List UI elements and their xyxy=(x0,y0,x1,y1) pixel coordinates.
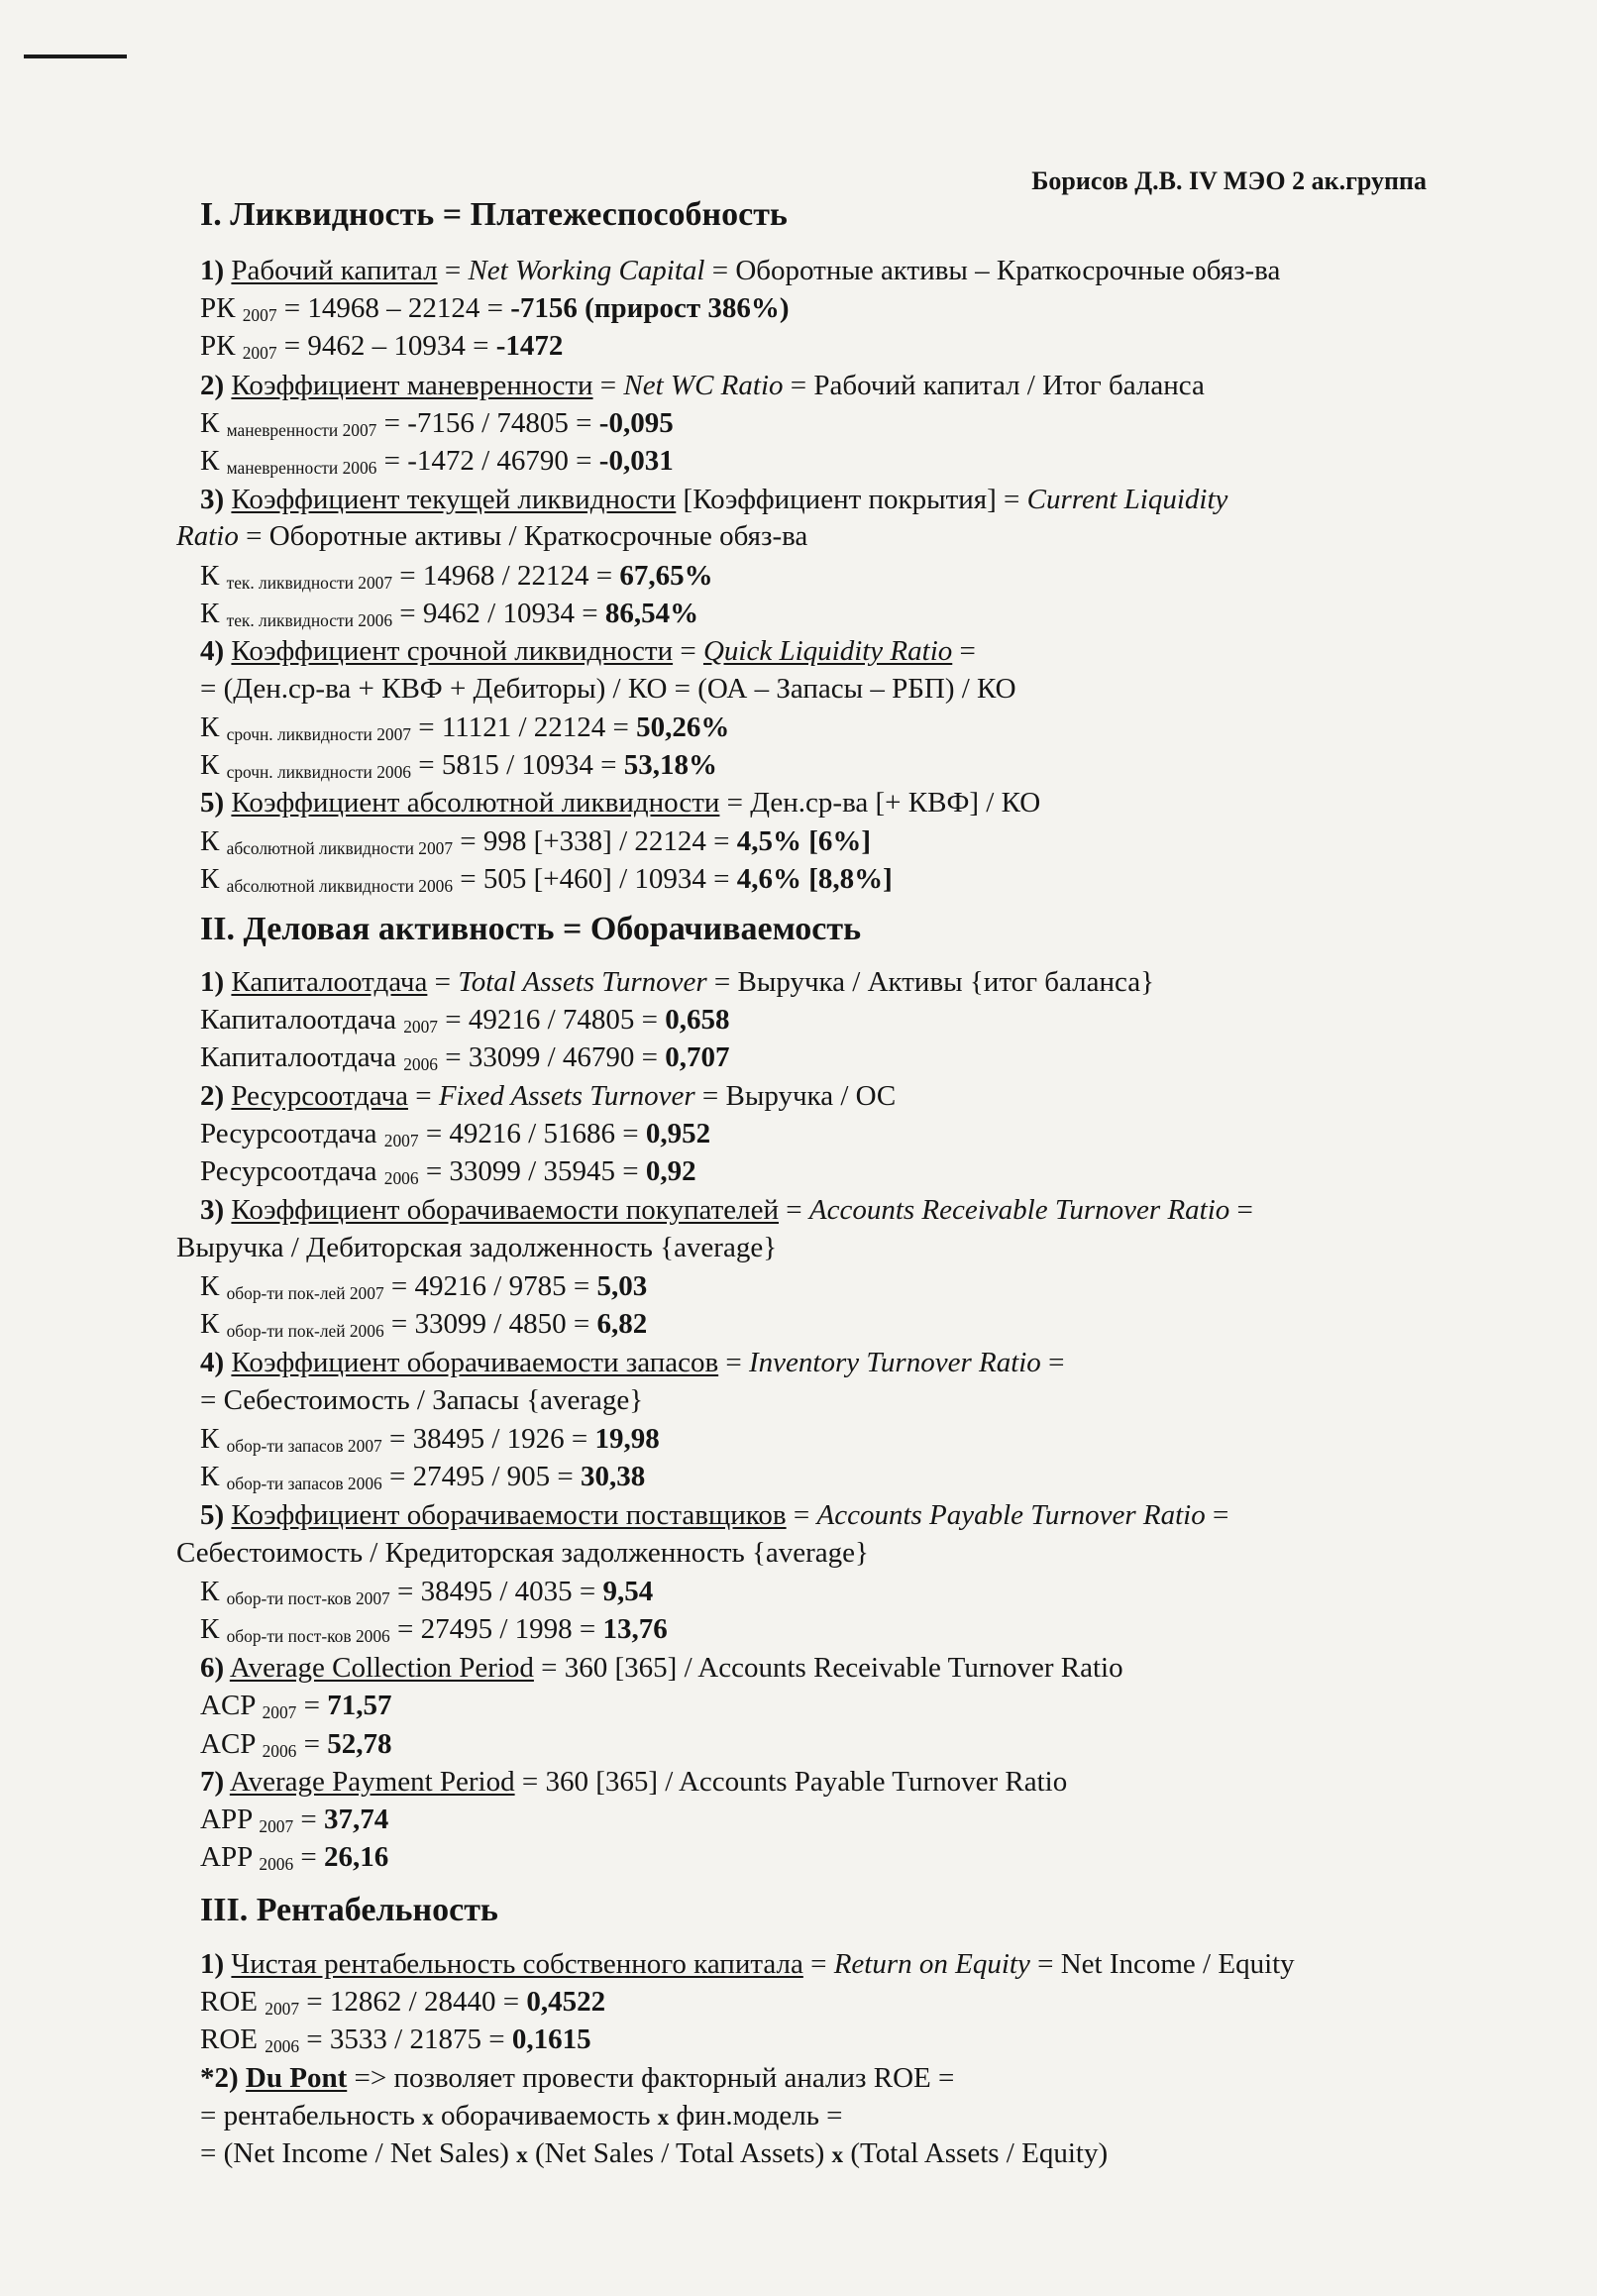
item-name: Чистая рентабельность собственного капитала xyxy=(231,1948,803,1980)
section-title-profitability: III. Рентабельность xyxy=(200,1892,498,1928)
item-name: Коэффициент оборачиваемости запасов xyxy=(231,1347,719,1378)
item-header: 4) Коэффициент оборачиваемости запасов = Inventory Turnover Ratio = xyxy=(200,1347,1065,1378)
item-header: 2) Ресурсоотдача = Fixed Assets Turnover = Выручка / ОС xyxy=(200,1080,897,1112)
item-header: 1) Рабочий капитал = Net Working Capital = Оборотные активы – Краткосрочные обяз-ва xyxy=(200,255,1281,286)
calc-line: К $_{абсолютной ликвидности 2006}$ = 505 [+460] / 10934 = 4,6% [8,8%] xyxy=(200,863,893,896)
calc-line: К $_{срочн. ликвидности 2007}$ = 11121 / 22124 = 50,26% xyxy=(200,711,730,744)
item-header: 4) Коэффициент срочной ликвидности = Quick Liquidity Ratio = xyxy=(200,635,976,667)
item-header: 2) Коэффициент маневренности = Net WC Ratio = Рабочий капитал / Итог баланса xyxy=(200,370,1205,401)
calc-line: К $_{маневренности 2007}$ = -7156 / 74805 = -0,095 xyxy=(200,407,674,440)
item-name: Коэффициент абсолютной ликвидности xyxy=(231,787,720,819)
calc-line: К $_{обор-ти запасов 2006}$ = 27495 / 905 = 30,38 xyxy=(200,1461,646,1493)
item-name: Average Collection Period xyxy=(229,1652,534,1684)
calc-line: К $_{маневренности 2006}$ = -1472 / 46790 = -0,031 xyxy=(200,445,674,478)
item-name: Коэффициент оборачиваемости покупателей xyxy=(231,1194,779,1226)
item-name: Average Payment Period xyxy=(229,1766,515,1798)
calc-line: РК $_{2007}$ = 14968 – 22124 = -7156 (прирост 386%) xyxy=(200,292,790,325)
item-header: 7) Average Payment Period = 360 [365] / Accounts Payable Turnover Ratio xyxy=(200,1766,1068,1798)
calc-line: ROE $_{2007}$ = 12862 / 28440 = 0,4522 xyxy=(200,1986,606,2019)
calc-line: Капиталоотдача $_{2007}$ = 49216 / 74805 = 0,658 xyxy=(200,1004,730,1037)
calc-line: К $_{обор-ти пок-лей 2007}$ = 49216 / 9785 = 5,03 xyxy=(200,1270,648,1303)
item-header: 1) Капиталоотдача = Total Assets Turnover = Выручка / Активы {итог баланса} xyxy=(200,966,1155,998)
item-name: Коэффициент оборачиваемости поставщиков xyxy=(231,1499,787,1531)
item-header: 1) Чистая рентабельность собственного капитала = Return on Equity = Net Income / Equity xyxy=(200,1948,1295,1980)
dupont-header: *2) Du Pont => позволяет провести факторный анализ ROE = xyxy=(200,2062,955,2094)
item-header-continuation: = (Ден.ср-ва + КВФ + Дебиторы) / КО = (ОА – Запасы – РБП) / КО xyxy=(200,673,1016,705)
calc-line: APP $_{2007}$ = 37,74 xyxy=(200,1804,389,1836)
calc-line: К $_{обор-ти запасов 2007}$ = 38495 / 1926 = 19,98 xyxy=(200,1423,660,1456)
item-name: Коэффициент срочной ликвидности xyxy=(231,635,674,667)
item-name: Du Pont xyxy=(245,2062,348,2094)
calc-line: ACP $_{2006}$ = 52,78 xyxy=(200,1728,392,1761)
item-header-continuation: = Себестоимость / Запасы {average} xyxy=(200,1384,644,1416)
section-title-activity: II. Деловая активность = Оборачиваемость xyxy=(200,911,862,947)
item-header: 3) Коэффициент оборачиваемости покупателей = Accounts Receivable Turnover Ratio = xyxy=(200,1194,1253,1226)
calc-line: К $_{обор-ти пост-ков 2006}$ = 27495 / 1998 = 13,76 xyxy=(200,1613,668,1646)
item-header: 5) Коэффициент абсолютной ликвидности = Ден.ср-ва [+ КВФ] / КО xyxy=(200,787,1041,819)
calc-line: РК $_{2007}$ = 9462 – 10934 = -1472 xyxy=(200,330,564,363)
dupont-line-3: = (Net Income / Net Sales) x (Net Sales / Total Assets) x (Total Assets / Equity) xyxy=(200,2137,1109,2169)
item-header: 5) Коэффициент оборачиваемости поставщиков = Accounts Payable Turnover Ratio = xyxy=(200,1499,1229,1531)
item-header: 6) Average Collection Period = 360 [365] / Accounts Receivable Turnover Ratio xyxy=(200,1652,1123,1684)
dupont-line-2: = рентабельность x оборачиваемость x фин.модель = xyxy=(200,2100,843,2132)
section-title-liquidity: I. Ликвидность = Платежеспособность xyxy=(200,196,788,233)
calc-line: APP $_{2006}$ = 26,16 xyxy=(200,1841,389,1874)
item-header-continuation: Ratio = Оборотные активы / Краткосрочные обяз-ва xyxy=(176,520,808,552)
calc-line: Ресурсоотдача $_{2006}$ = 33099 / 35945 = 0,92 xyxy=(200,1155,696,1188)
calc-line: Капиталоотдача $_{2006}$ = 33099 / 46790 = 0,707 xyxy=(200,1041,730,1074)
calc-line: Ресурсоотдача $_{2007}$ = 49216 / 51686 = 0,952 xyxy=(200,1118,711,1150)
item-name: Капиталоотдача xyxy=(231,966,428,998)
item-name: Ресурсоотдача xyxy=(231,1080,408,1112)
calc-line: ACP $_{2007}$ = 71,57 xyxy=(200,1690,392,1722)
item-name: Коэффициент маневренности xyxy=(231,370,593,401)
item-header-continuation: Себестоимость / Кредиторская задолженность {average} xyxy=(176,1537,869,1569)
item-header: 3) Коэффициент текущей ликвидности [Коэффициент покрытия] = Current Liquidity xyxy=(200,484,1228,515)
calc-line: К $_{абсолютной ликвидности 2007}$ = 998 [+338] / 22124 = 4,5% [6%] xyxy=(200,825,872,858)
item-name: Коэффициент текущей ликвидности xyxy=(231,484,677,515)
item-name: Рабочий капитал xyxy=(231,255,438,286)
calc-line: К $_{обор-ти пост-ков 2007}$ = 38495 / 4035 = 9,54 xyxy=(200,1576,654,1608)
calc-line: К $_{обор-ти пок-лей 2006}$ = 33099 / 4850 = 6,82 xyxy=(200,1308,648,1341)
calc-line: К $_{тек. ликвидности 2007}$ = 14968 / 22124 = 67,65% xyxy=(200,560,713,593)
calc-line: ROE $_{2006}$ = 3533 / 21875 = 0,1615 xyxy=(200,2023,591,2056)
author-line: Борисов Д.В. IV МЭО 2 ак.группа xyxy=(1031,166,1427,195)
calc-line: К $_{тек. ликвидности 2006}$ = 9462 / 10934 = 86,54% xyxy=(200,598,699,630)
calc-line: К $_{срочн. ликвидности 2006}$ = 5815 / 10934 = 53,18% xyxy=(200,749,718,782)
item-header-continuation: Выручка / Дебиторская задолженность {average} xyxy=(176,1232,778,1263)
